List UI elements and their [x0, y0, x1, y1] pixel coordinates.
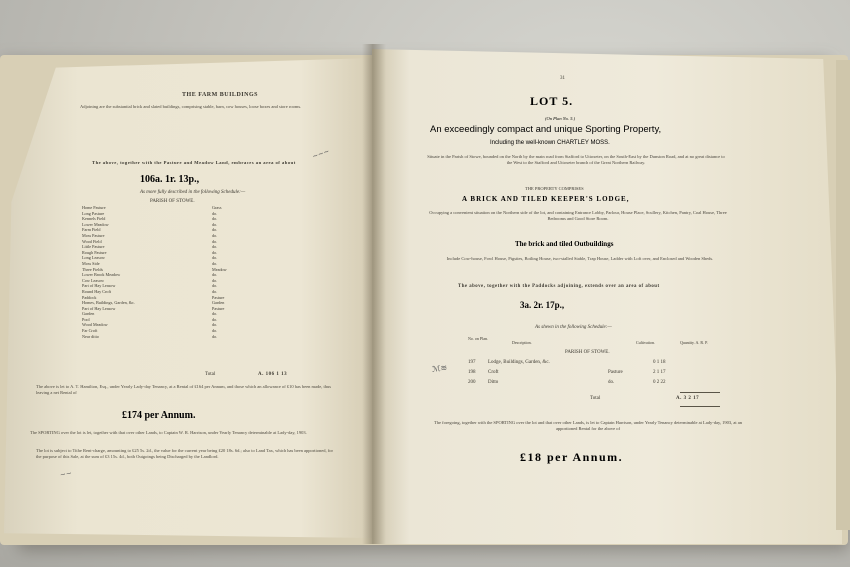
row-name: Long Pasture — [82, 210, 105, 216]
row-name: Homes, Buildings, Garden, &c. — [82, 300, 135, 306]
row-state: do. — [212, 283, 218, 289]
right-page-number: 31 — [560, 76, 565, 81]
row-state: Pasture — [608, 370, 623, 375]
row-state: do. — [212, 221, 218, 227]
left-page-heading: THE FARM BUILDINGS — [182, 92, 258, 98]
lodge-detail: Occupying a convenient situation on the Northern side of the lot, and containing Entrance Lobby, Parlour, House Place, Scullery, Kitchen, Pantry, Coal House, Three Bedrooms and Good Store Room. — [429, 210, 727, 221]
row-number: 200 — [468, 380, 476, 385]
left-note-line: The above, together with the Pasture and Meadow Land, embraces an area of about — [92, 160, 296, 165]
row-state: do. — [212, 333, 218, 339]
col-no-header: No. on Plan. — [468, 336, 488, 341]
left-intro: Adjoining are the substantial brick and slated buildings, comprising stable, barn, cow houses, loose boxes and store rooms. — [80, 104, 302, 109]
comprises-label: THE PROPERTY COMPRISES — [525, 186, 584, 191]
outbuildings-heading: The brick and tiled Outbuildings — [515, 240, 614, 248]
row-number: 198 — [468, 370, 476, 375]
right-page — [372, 44, 842, 544]
situation-text: Situate in the Parish of Stowe, bounded on the North by the main road from Stafford to Uttoxeter, on the South-East by the Dunston Road, and at no great distance to the West to the Stafford and Uttoxeter branch of the Great Northern Railway. — [427, 154, 725, 165]
row-name: Paddock — [82, 294, 97, 300]
left-total-value: A. 106 1 13 — [258, 372, 288, 377]
left-total-label: Total — [205, 372, 216, 377]
col-qty-header: Quantity. A. R. P. — [680, 340, 708, 345]
row-state: do. — [212, 260, 218, 266]
right-total-value: A. 3 2 17 — [676, 396, 700, 401]
col-desc-header: Description. — [512, 340, 532, 345]
keepers-lodge-heading: A BRICK AND TILED KEEPER'S LODGE, — [462, 195, 630, 203]
row-state: do. — [212, 328, 218, 334]
pencil-annotation: ~~ — [59, 469, 73, 479]
right-total-label: Total — [590, 396, 601, 401]
row-name: Lower Brook Meadow — [82, 272, 121, 278]
row-name: Wood Field — [82, 238, 102, 244]
row-state: do. — [212, 272, 218, 278]
row-name: Lodge, Buildings, Garden, &c. — [488, 360, 550, 365]
lot-heading: LOT 5. — [530, 94, 574, 108]
row-name: Pool — [82, 316, 90, 322]
row-state: do. — [212, 232, 218, 238]
row-state: do. — [608, 380, 615, 385]
total-rule — [680, 392, 720, 393]
row-name: Moss Pasture — [82, 232, 105, 238]
row-state: Pasture — [212, 305, 225, 311]
table-row — [468, 378, 718, 388]
right-rent: £18 per Annum. — [520, 450, 624, 464]
row-state: Garden — [212, 300, 225, 306]
row-name: Far Croft — [82, 328, 98, 334]
row-state: do. — [212, 249, 218, 255]
row-name: Cow Leasow — [82, 277, 104, 283]
row-name: Round Hay Croft — [82, 288, 112, 294]
row-state: Pasture — [212, 294, 225, 300]
right-area: 3a. 2r. 17p., — [520, 300, 565, 310]
table-row — [82, 334, 312, 340]
table-row — [468, 368, 718, 378]
row-state — [608, 358, 653, 368]
row-name: Near ditto — [82, 333, 99, 339]
row-name: Kennels Field — [82, 216, 106, 222]
plan-reference: (On Plan No. 5.) — [545, 116, 576, 121]
row-name: Three Fields — [82, 266, 104, 272]
row-state: do. — [212, 216, 218, 222]
row-name: Home Pasture — [82, 205, 106, 210]
outbuildings-detail: Include Cow-house, Fowl House, Pigsties, Boiling House, two-stalled Stable, Trap House, Ladder with Loft over, and Enclosed and Wooden Sheds. — [446, 256, 714, 261]
row-name: Part of Hay Leasow — [82, 305, 116, 311]
row-state: do. — [212, 277, 218, 283]
row-state: do. — [212, 238, 218, 244]
row-state: do. — [212, 255, 218, 261]
row-name: Farm Field — [82, 227, 101, 233]
pencil-annotation: ~~~ — [311, 147, 331, 161]
row-name: Moss Side — [82, 260, 100, 266]
row-name: Ditto — [488, 380, 499, 385]
left-sporting-text: The SPORTING over the lot is let, together with that over other Lands, to Captain W. R. Harrison, under Yearly Tenancy determinable at Lady-day, 1903. — [30, 430, 307, 435]
row-state: do. — [212, 227, 218, 233]
row-state: do. — [212, 316, 218, 322]
book-gutter — [362, 44, 386, 544]
right-schedule-caption: As shewn in the following Schedule:— — [535, 325, 612, 330]
left-rent: £174 per Annum. — [122, 410, 196, 421]
row-quantity: 0 1 18 — [653, 360, 666, 365]
row-state: Grass — [212, 205, 222, 210]
page-edges — [836, 60, 850, 530]
lot-subtitle: An exceedingly compact and unique Sporting Property, — [430, 124, 662, 135]
left-let-text: The above is let to A. T. Hamilton, Esq., under Yearly Lady-day Tenancy, at a Rental of £164 per Annum, and those which an allowance of £10 has been made, thus leaving a net Rental of — [36, 384, 331, 395]
col-cult-header: Cultivation. — [636, 340, 655, 345]
right-parish-label: PARISH OF STOWE. — [565, 350, 610, 355]
row-state: do. — [212, 288, 218, 294]
row-name: Garden — [82, 311, 95, 317]
row-state: do. — [212, 322, 218, 328]
row-name: Part of Hay Leasow — [82, 283, 116, 289]
left-tithe-text: The lot is subject to Tithe Rent-charge, amounting to £25 5s. 2d., the value for the current year being £20 18s. 6d.; also to Land Tax, which has been apportioned, for the purpose of this Sale, at the sum of £3 15s. 4d., both Outgoings being Discharged by the Landlord. — [36, 448, 333, 459]
row-state: do. — [212, 210, 218, 216]
area-note: The above, together with the Paddocks adjoining, extends over an area of about — [458, 284, 660, 289]
table-row — [468, 358, 718, 368]
row-name: Rough Pasture — [82, 249, 107, 255]
left-schedule-caption: As more fully described in the following Schedule:— — [140, 190, 246, 195]
lot-including: Including the well-known CHARTLEY MOSS. — [490, 140, 610, 146]
right-let-text: The foregoing, together with the SPORTING over the lot and that over other Lands, is let to Captain Harrison, under Yearly Tenancy determinable at Lady-day, 1903, at an apportioned Rental for the above of — [433, 420, 743, 431]
row-state: do. — [212, 311, 218, 317]
total-rule — [680, 406, 720, 407]
row-name: Little Pasture — [82, 244, 105, 250]
row-name: Long Leasow — [82, 255, 105, 261]
row-quantity: 0 2 22 — [653, 380, 666, 385]
row-name: Lower Meadow — [82, 221, 109, 227]
right-schedule-table — [468, 358, 718, 388]
row-state: Meadow — [212, 266, 227, 272]
left-column-header: PARISH OF STOWE. — [150, 199, 195, 204]
left-schedule-table — [82, 205, 312, 339]
row-name: Wood Meadow — [82, 322, 108, 328]
left-area: 106a. 1r. 13p., — [140, 174, 200, 185]
row-name: Croft — [488, 370, 499, 375]
row-quantity: 2 1 17 — [653, 370, 666, 375]
row-number: 197 — [468, 360, 476, 365]
row-state: do. — [212, 244, 218, 250]
pencil-annotation: ℳ≋ — [431, 362, 448, 375]
